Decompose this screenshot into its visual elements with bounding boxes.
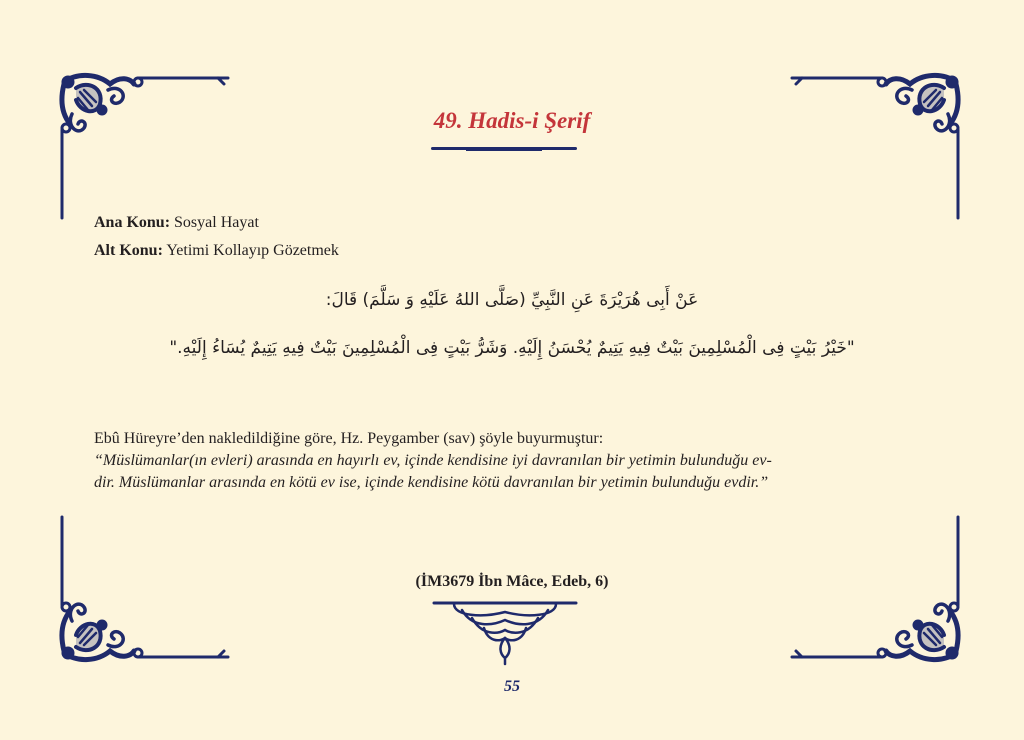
page-number: 55	[504, 678, 520, 695]
arabic-chain-line: عَنْ أَبِى هُرَيْرَةَ عَنِ النَّبِيِّ (صَلَّى اللهُ عَلَيْهِ وَ سَلَّمَ) قَالَ:	[325, 290, 699, 310]
translation-quote-line-2: dir. Müslümanlar arasında en kötü ev ise, içinde kendisine kötü davranılan bir yetimin bulunduğu evdir.”	[94, 474, 769, 491]
floral-corner-ornament-icon	[782, 70, 962, 220]
page-title: 49. Hadis-i Şerif	[433, 108, 591, 133]
translation-intro: Ebû Hüreyre’den nakledildiğine göre, Hz. Peygamber (sav) şöyle buyurmuştur:	[94, 430, 604, 447]
knot-divider-ornament-icon	[432, 600, 578, 666]
main-topic-label: Ana Konu:	[94, 214, 171, 231]
arabic-hadith-text: "خَيْرُ بَيْتٍ فِى الْمُسْلِمِينَ بَيْتٌ فِيهِ يَتِيمٌ يُحْسَنُ إِلَيْهِ. وَشَرُّ بَيْتٍ فِى الْمُسْلِمِينَ بَيْتٌ فِيهِ يَتِيمٌ يُسَاءُ إِلَيْهِ."	[169, 338, 855, 358]
translation-quote-line-1: “Müslümanlar(ın evleri) arasında en hayırlı ev, içinde kendisine iyi davranılan bir yetimin bulunduğu ev-	[94, 452, 772, 469]
floral-corner-ornament-icon	[58, 70, 238, 220]
sub-topic-label: Alt Konu:	[94, 242, 163, 259]
main-topic	[94, 214, 259, 232]
source-citation: (İM3679 İbn Mâce, Edeb, 6)	[415, 573, 609, 590]
translation-quote	[94, 450, 934, 494]
sub-topic	[94, 242, 339, 260]
title-divider	[431, 147, 577, 150]
main-topic-value: Sosyal Hayat	[174, 214, 259, 231]
sub-topic-value: Yetimi Kollayıp Gözetmek	[166, 242, 339, 259]
